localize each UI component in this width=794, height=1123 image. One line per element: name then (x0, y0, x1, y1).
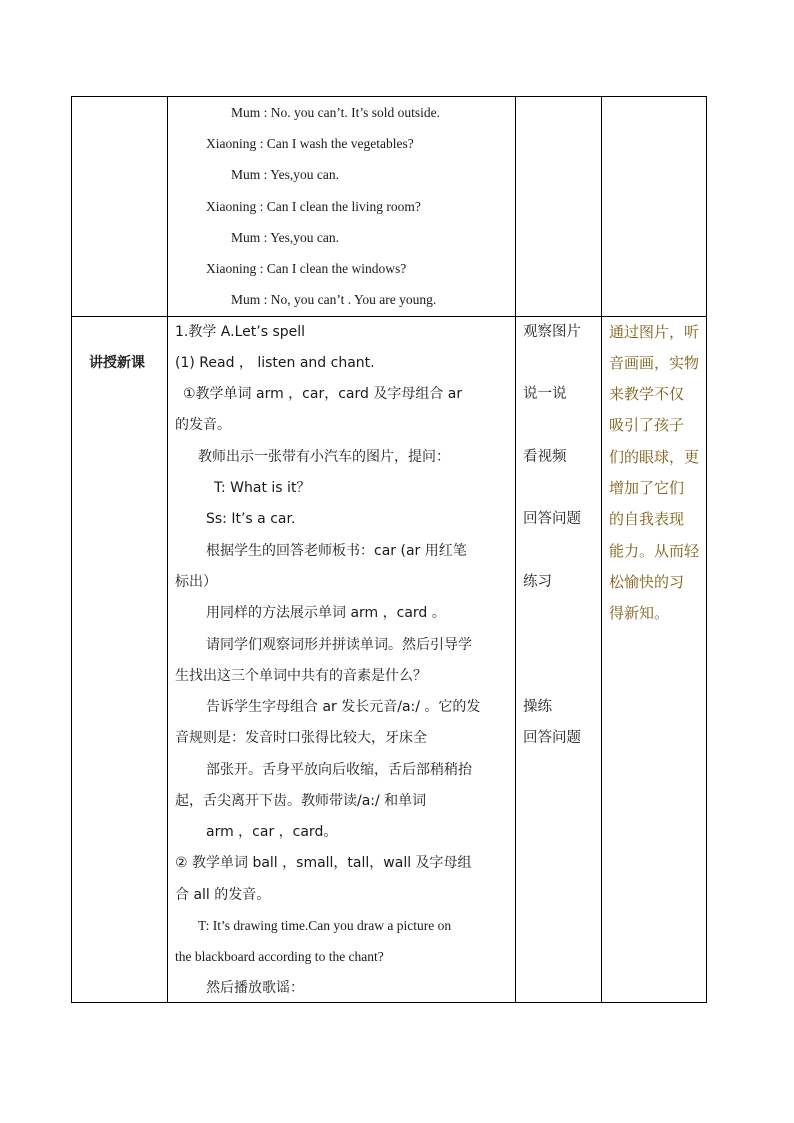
dialogue-line (206, 135, 414, 153)
utterance: : Yes,you can. (263, 230, 340, 245)
speaker: Mum (231, 167, 261, 182)
content-line: the blackboard according to the chant? (175, 949, 384, 964)
speaker: Mum (231, 230, 261, 245)
intent-line: 增加了它们 (609, 479, 685, 497)
table-divider-3 (601, 96, 602, 1003)
utterance: : Yes,you can. (263, 167, 340, 182)
activity-item: 练习 (523, 574, 552, 590)
activity-item: 看视频 (523, 449, 567, 465)
activity-item: 回答问题 (523, 511, 581, 527)
utterance: : Can I clean the windows? (259, 261, 407, 276)
utterance: : No, you can’t . You are young. (263, 292, 437, 307)
content-line: T: What is it？ (214, 480, 311, 496)
content-line: (1) Read ， listen and chant. (175, 355, 375, 371)
intent-line: 的自我表现 (609, 510, 685, 528)
content-line: arm ，car ，card。 (206, 824, 338, 840)
dialogue-line (231, 166, 339, 184)
content-line: 部张开。舌身平放向后收缩，舌后部稍稍抬 (206, 762, 472, 778)
content-line: 生找出这三个单词中共有的音素是什么？ (175, 668, 427, 684)
content-line: 的发音。 (175, 417, 231, 433)
table-border-left (71, 96, 72, 1003)
utterance: : Can I wash the vegetables? (259, 136, 414, 151)
table-border-top (71, 96, 707, 97)
speaker: Mum (231, 292, 261, 307)
content-line: T: It’s drawing time.Can you draw a picture on (198, 918, 452, 933)
content-line: 根据学生的回答老师板书：car (ar 用红笔 (206, 543, 467, 559)
content-line: 合 all 的发音。 (175, 887, 271, 903)
dialogue-line (206, 260, 406, 278)
activity-item: 观察图片 (523, 324, 581, 340)
speaker: Xiaoning (206, 199, 257, 214)
content-line: ② 教学单词 ball ，small，tall，wall 及字母组 (175, 855, 472, 871)
intent-line: 音画画，实物 (609, 354, 700, 372)
lesson-plan-table (71, 96, 707, 1003)
intent-line: 通过图片，听 (609, 323, 700, 341)
content-line: 然后播放歌谣： (206, 980, 304, 996)
activity-item: 说一说 (523, 386, 567, 402)
content-line: 教师出示一张带有小汽车的图片，提问： (198, 449, 450, 465)
activity-item: 回答问题 (523, 730, 581, 746)
section-label: 讲授新课 (89, 355, 145, 371)
content-line: Ss: It’s a car. (206, 511, 296, 527)
content-line: 标出） (175, 574, 217, 590)
intent-line: 能力。从而轻 (609, 542, 700, 560)
dialogue-line (206, 198, 421, 216)
table-border-bottom (71, 1002, 707, 1003)
utterance: : No. you can’t. It’s sold outside. (263, 105, 441, 120)
intent-line: 松愉快的习 (609, 573, 685, 591)
content-line: 1.教学 A.Let’s spell (175, 324, 306, 340)
content-line: 音规则是：发音时口张得比较大，牙床全 (175, 730, 427, 746)
speaker: Xiaoning (206, 261, 257, 276)
table-border-right (706, 96, 707, 1003)
content-line: 请同学们观察词形并拼读单词。然后引导学 (206, 637, 472, 653)
dialogue-line (231, 229, 339, 247)
intent-line: 吸引了孩子 (609, 416, 685, 434)
utterance: : Can I clean the living room? (259, 199, 421, 214)
dialogue-line (231, 104, 440, 122)
intent-line: 得新知。 (609, 604, 670, 622)
speaker: Mum (231, 105, 261, 120)
table-divider-2 (515, 96, 516, 1003)
activity-item: 操练 (523, 699, 552, 715)
speaker: Xiaoning (206, 136, 257, 151)
content-line: 起，舌尖离开下齿。教师带读/a:/ 和单词 (175, 793, 427, 809)
intent-line: 来教学不仅 (609, 385, 685, 403)
table-row-divider (71, 316, 707, 317)
content-line: 用同样的方法展示单词 arm ，card 。 (206, 605, 446, 621)
content-line: ①教学单词 arm ，car，card 及字母组合 ar (183, 386, 463, 402)
intent-line: 们的眼球，更 (609, 448, 700, 466)
table-divider-1 (167, 96, 168, 1003)
content-line: 告诉学生字母组合 ar 发长元音/a:/ 。它的发 (206, 699, 481, 715)
dialogue-line (231, 291, 436, 309)
